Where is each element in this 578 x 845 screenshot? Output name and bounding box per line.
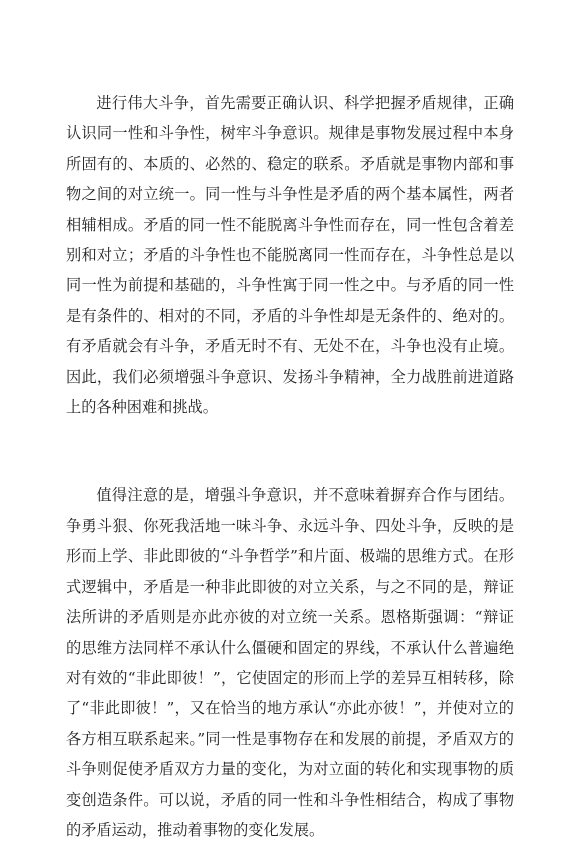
document-page [66, 88, 514, 845]
paragraph-2: 值得注意的是，增强斗争意识，并不意味着摒弃合作与团结。争勇斗狠、你死我活地一味斗争、永远斗争、四处斗争，反映的是形而上学、非此即彼的“斗争哲学”和片面、极端的思维方式。在形式逻辑中，矛盾是一种非此即彼的对立关系，与之不同的是，辩证法所讲的矛盾则是亦此亦彼的对立统一关系。恩格斯强调：“辩证的思维方法同样不承认什么僵硬和固定的界线，不承认什么普遍绝对有效的“非此即彼！”，它使固定的形而上学的差异互相转移，除了“非此即彼！”，又在恰当的地方承认“亦此亦彼！”，并使对立的各方相互联系起来。”同一性是事物存在和发展的前提，矛盾双方的斗争则促使矛盾双方力量的变化，为对立面的转化和实现事物的质变创造条件。可以说，矛盾的同一性和斗争性相结合，构成了事物的矛盾运动，推动着事物的变化发展。 [66, 486, 514, 839]
paragraph-1: 进行伟大斗争，首先需要正确认识、科学把握矛盾规律，正确认识同一性和斗争性，树牢斗争意识。规律是事物发展过程中本身所固有的、本质的、必然的、稳定的联系。矛盾就是事物内部和事物之间的对立统一。同一性与斗争性是矛盾的两个基本属性，两者相辅相成。矛盾的同一性不能脱离斗争性而存在，同一性包含着差别和对立；矛盾的斗争性也不能脱离同一性而存在，斗争性总是以同一性为前提和基础的，斗争性寓于同一性之中。与矛盾的同一性是有条件的、相对的不同，矛盾的斗争性却是无条件的、绝对的。有矛盾就会有斗争，矛盾无时不有、无处不在，斗争也没有止境。因此，我们必须增强斗争意识、发扬斗争精神，全力战胜前进道路上的各种困难和挑战。 [66, 94, 514, 417]
